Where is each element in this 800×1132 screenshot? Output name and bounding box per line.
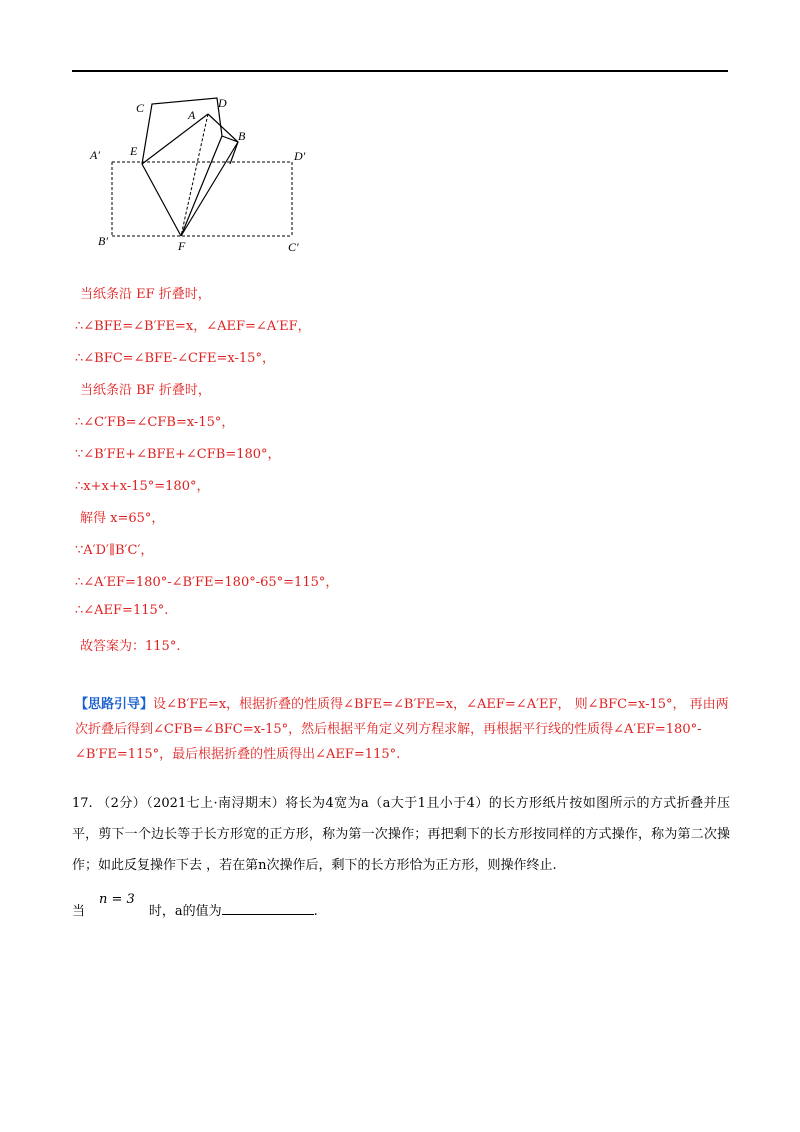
label-B: B: [238, 129, 246, 143]
label-E: E: [130, 144, 138, 158]
solution-line-12: 故答案为：115°.: [80, 639, 181, 654]
question-end: .: [313, 904, 318, 919]
question-answer-line: [72, 892, 318, 919]
solution-line-2: ∴∠BFE=∠B′FE=x，∠AEF=∠A′EF，: [75, 319, 311, 334]
solution-line-6: ∵∠B′FE+∠BFE+∠CFB=180°，: [75, 447, 281, 462]
hint-tag: 【思路引导】: [75, 697, 154, 712]
hint-paragraph: [75, 692, 730, 767]
solution-line-4: 当纸条沿 BF 折叠时，: [80, 383, 211, 398]
question-17: 17. （2分）（2021七上·南浔期末）将长为4宽为a（a大于1且小于4）的长方形纸片按如图所示的方式折叠并压平，剪下一个边长等于长方形宽的正方形，称为第一次操作；再把剩下的长方形按同样的方式操作，称为第二次操作；如此反复操作下去 ，若在第n次操作后，剩下的长方形恰为正方形，则操作终止.: [72, 796, 730, 873]
folding-diagram: [82, 92, 322, 262]
math-n-equals-3: n = 3: [99, 892, 135, 907]
label-C: C: [136, 101, 145, 115]
solution-line-11: ∴∠AEF=115°.: [75, 603, 169, 618]
label-D-prime: D′: [294, 149, 306, 163]
question-suffix: 时，a的值为: [148, 904, 222, 919]
header-rule: [72, 70, 728, 72]
solution-line-9: ∵A′D′∥B′C′，: [75, 543, 154, 558]
label-D: D: [218, 96, 227, 110]
label-B-prime: B′: [98, 234, 108, 248]
solution-line-8: 解得 x=65°，: [80, 511, 165, 526]
solution-line-7: ∴x+x+x-15°=180°，: [75, 479, 210, 494]
label-F: F: [178, 239, 186, 253]
answer-blank[interactable]: [222, 902, 314, 915]
label-A-prime: A′: [90, 148, 100, 162]
solution-line-5: ∴∠C′FB=∠CFB=x-15°，: [75, 415, 235, 430]
label-A: A: [188, 108, 196, 122]
question-prefix: 当: [72, 904, 86, 919]
solution-line-1: 当纸条沿 EF 折叠时，: [80, 287, 211, 302]
solution-line-3: ∴∠BFC=∠BFE-∠CFE=x-15°，: [75, 351, 275, 366]
label-C-prime: C′: [288, 240, 299, 254]
hint-text: 设∠B′FE=x，根据折叠的性质得∠BFE=∠B′FE=x，∠AEF=∠A′EF， 则∠BFC=x-15°， 再由两次折叠后得到∠CFB=∠BFC=x-15°，然后根据平角定义列方程求解，再根据平行线的性质得∠A′EF=180°-∠B′FE=115°，最后根据折叠的性质得出∠AEF=115°.: [75, 697, 729, 762]
solution-line-10: ∴∠A′EF=180°-∠B′FE=180°-65°=115°，: [75, 575, 339, 590]
